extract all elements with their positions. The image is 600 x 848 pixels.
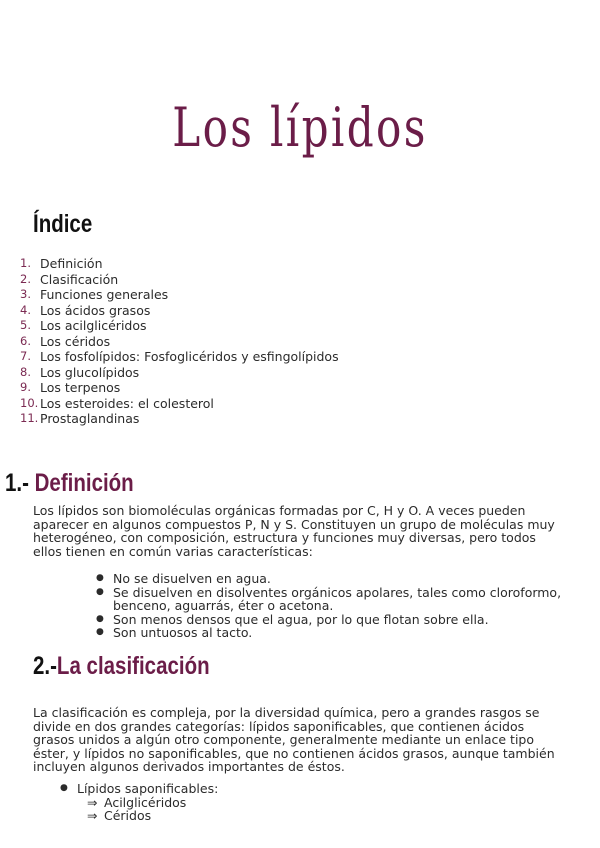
classification-list [60, 782, 218, 823]
index-item-text: Los céridos [40, 333, 111, 349]
section-title: Definición [34, 469, 134, 497]
index-item [20, 411, 339, 427]
index-item-number: 5. [20, 318, 31, 332]
index-item [20, 272, 339, 288]
index-item-number: 7. [20, 349, 31, 363]
index-item [20, 365, 339, 381]
index-item-number: 9. [20, 380, 31, 394]
section-number: 2.- [33, 652, 57, 680]
index-item-text: Los acilglicéridos [40, 318, 147, 333]
sub-item-text: Acilglicéridos [104, 794, 187, 810]
index-item-number: 4. [20, 302, 31, 317]
document-title: Los lípidos [172, 96, 428, 159]
list-item: ● Se disuelven en disolventes orgánicos apolares, tales como cloroformo, benceno, aguarrás, éter o acetona. [96, 586, 576, 613]
section-title: La clasificación [56, 652, 210, 680]
classification-paragraph: La clasificación es compleja, por la diversidad química, pero a grandes rasgos se divide en dos grandes categorías: lípidos saponificables, que contienen ácidos grasos unidos a algún otro componente, generalmente mediante un enlace tipo éster, y lípidos no saponificables, que no contienen ácidos grasos, aunque también incluyen algunos derivados importantes de éstos. [33, 705, 555, 774]
index-item-text: Funciones generales [40, 287, 169, 302]
index-item-number: 11. [20, 411, 39, 425]
index-item-number: 2. [20, 271, 31, 286]
index-item-number: 1. [20, 256, 31, 270]
list-item: ● Lípidos saponificables: [60, 782, 218, 796]
index-heading: Índice [33, 210, 93, 238]
index-item-number: 3. [20, 287, 31, 301]
index-item-number: 8. [20, 364, 31, 379]
index-item-text: Los ácidos grasos [40, 302, 151, 318]
index-item [20, 287, 339, 303]
sub-list-item [60, 809, 218, 823]
index-item-text: Definición [40, 256, 103, 271]
index-item-text: Los fosfolípidos: Fosfoglicéridos y esfingolípidos [40, 349, 339, 364]
index-item-text: Clasificación [40, 271, 119, 287]
index-list [20, 256, 339, 427]
characteristics-list [96, 572, 576, 640]
index-item [20, 349, 339, 365]
sub-item-text: Céridos [104, 808, 152, 823]
section-heading-definicion [5, 469, 134, 498]
list-item: ● No se disuelven en agua. [96, 572, 576, 586]
section-number: 1.- [5, 469, 35, 497]
index-item [20, 380, 339, 396]
index-item-text: Los esteroides: el colesterol [40, 395, 214, 411]
index-item [20, 303, 339, 319]
index-item-text: Los terpenos [40, 380, 121, 395]
arrow-icon: ⇒ [87, 794, 98, 810]
sub-list-item [60, 796, 218, 810]
index-item-text: Los glucolípidos [40, 364, 140, 380]
list-item: ● Son menos densos que el agua, por lo que flotan sobre ella. [96, 613, 576, 627]
index-item [20, 256, 339, 272]
index-item [20, 396, 339, 412]
index-item [20, 334, 339, 350]
list-item: ● Son untuosos al tacto. [96, 626, 576, 640]
arrow-icon: ⇒ [87, 808, 98, 823]
index-item-number: 10. [20, 395, 39, 410]
index-item-number: 6. [20, 333, 31, 348]
index-item [20, 318, 339, 334]
definition-paragraph: Los lípidos son biomoléculas orgánicas formadas por C, H y O. A veces pueden aparecer en algunos compuestos P, N y S. Constituyen un grupo de moléculas muy heterogéneo, con composición, estructura y funciones muy diversas, pero todos ellos tienen en común varias características: [33, 503, 555, 559]
index-item-text: Prostaglandinas [40, 411, 140, 426]
section-heading-clasificacion [33, 652, 210, 681]
